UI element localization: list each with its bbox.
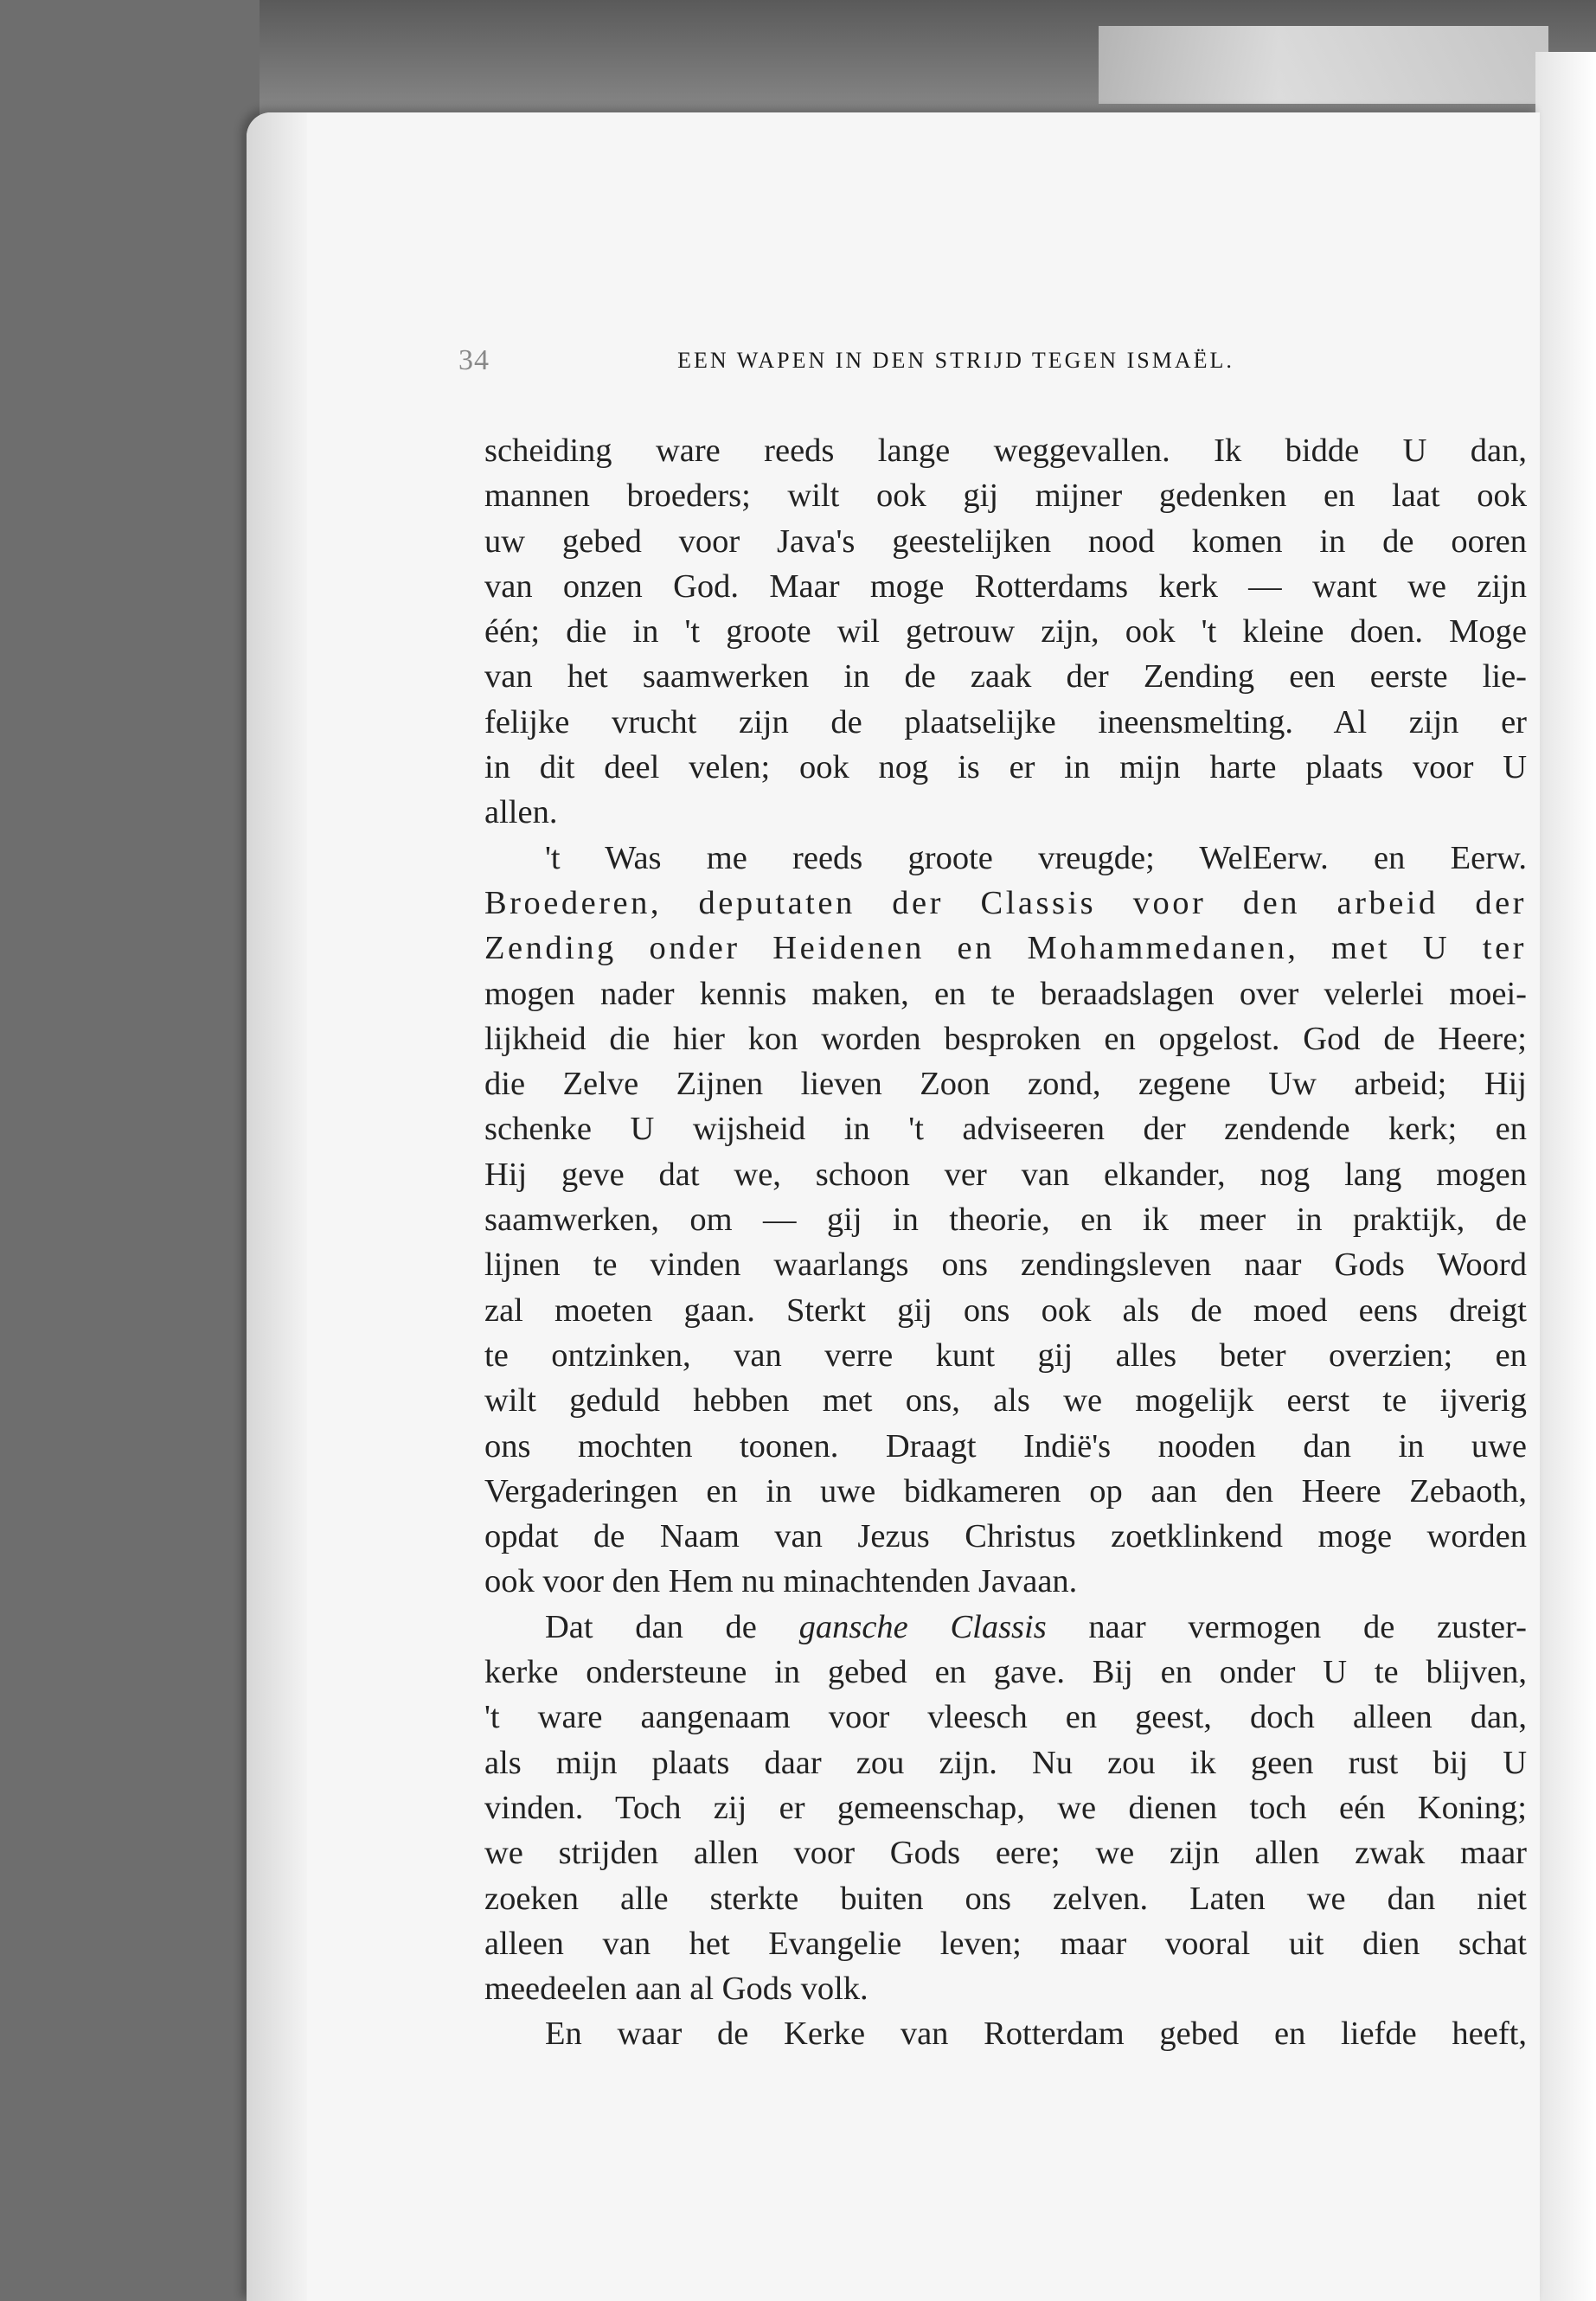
text-line: ook voor den Hem nu minachtenden Javaan. <box>484 1563 1078 1600</box>
text-line: lijnen te vinden waarlangs ons zendingsleven naar Gods Woord <box>484 1247 1527 1284</box>
text-line: felijke vrucht zijn de plaatselijke ineensmelting. Al zijn er <box>484 703 1527 740</box>
page-title: EEN WAPEN IN DEN STRIJD TEGEN ISMAËL. <box>677 348 1234 373</box>
text-line: als mijn plaats daar zou zijn. Nu zou ik geen rust bij U <box>484 1744 1527 1781</box>
text-line: die Zelve Zijnen lieven Zoon zond, zegene Uw arbeid; Hij <box>484 1066 1527 1103</box>
text-line: uw gebed voor Java's geestelijken nood komen in de ooren <box>484 522 1527 560</box>
body-text <box>484 428 1527 2057</box>
text-line: zoeken alle sterkte buiten ons zelven. Laten we dan niet <box>484 1880 1527 1917</box>
text-line: van onzen God. Maar moge Rotterdams kerk — want we zijn <box>484 567 1527 605</box>
page-gutter-shadow <box>247 112 307 2301</box>
text-line: Broederen, deputaten der Classis voor den arbeid der <box>484 884 1527 921</box>
text-line: Hij geve dat we, schoon ver van elkander, nog lang mogen <box>484 1156 1527 1193</box>
text-line: zal moeten gaan. Sterkt gij ons ook als de moed eens dreigt <box>484 1292 1527 1329</box>
running-header <box>458 344 1596 396</box>
text-line: opdat de Naam van Jezus Christus zoetklinkend moge worden <box>484 1518 1527 1555</box>
text-line: meedeelen aan al Gods volk. <box>484 1971 869 2008</box>
text-fragment: Dat dan de <box>545 1608 799 1645</box>
text-fragment: naar vermogen de zuster- <box>1046 1608 1527 1645</box>
text-line: één; die in 't groote wil getrouw zijn, ook 't kleine doen. Moge <box>484 613 1527 651</box>
text-line: allen. <box>484 794 558 831</box>
text-line: ons mochten toonen. Draagt Indië's nooden dan in uwe <box>484 1427 1527 1465</box>
text-line: in dit deel velen; ook nog is er in mijn harte plaats voor U <box>484 749 1527 786</box>
text-line: wilt geduld hebben met ons, als we mogelijk eerst te ijverig <box>484 1382 1527 1420</box>
italic-text: gansche Classis <box>798 1608 1047 1645</box>
scan-glare <box>1099 26 1548 104</box>
text-line: te ontzinken, van verre kunt gij alles beter overzien; en <box>484 1336 1527 1374</box>
text-line: schenke U wijsheid in 't adviseeren der zendende kerk; en <box>484 1111 1527 1148</box>
scan-background-left <box>0 0 260 2301</box>
text-line: Vergaderingen en in uwe bidkameren op aan den Heere Zebaoth, <box>484 1472 1527 1509</box>
text-line: 't ware aangenaam voor vleesch en geest, doch alleen dan, <box>484 1699 1527 1736</box>
page-number: 34 <box>458 344 490 376</box>
text-line: scheiding ware reeds lange weggevallen. Ik bidde U dan, <box>484 433 1527 469</box>
text-line: mannen broeders; wilt ook gij mijner gedenken en laat ook <box>484 478 1527 515</box>
text-line: kerke ondersteune in gebed en gave. Bij en onder U te blijven, <box>484 1654 1527 1691</box>
text-line: van het saamwerken in de zaak der Zending een eerste lie- <box>484 658 1527 695</box>
text-line: lijkheid die hier kon worden besproken en opgelost. God de Heere; <box>484 1020 1527 1057</box>
text-line: Zending onder Heidenen en Mohammedanen, met U ter <box>484 930 1527 967</box>
text-line: mogen nader kennis maken, en te beraadslagen over velerlei moei- <box>484 975 1527 1012</box>
paragraph-start: 't Was me reeds groote vreugde; WelEerw. en Eerw. <box>545 839 1527 876</box>
paragraph-start: En waar de Kerke van Rotterdam gebed en liefde heeft, <box>545 2016 1527 2053</box>
paragraph-start <box>484 1605 1527 1650</box>
text-line: vinden. Toch zij er gemeenschap, we dienen toch eén Koning; <box>484 1789 1527 1826</box>
text-line: alleen van het Evangelie leven; maar vooral uit dien schat <box>484 1925 1527 1962</box>
text-line: we strijden allen voor Gods eere; we zijn allen zwak maar <box>484 1835 1527 1872</box>
text-line: saamwerken, om — gij in theorie, en ik meer in praktijk, de <box>484 1202 1527 1239</box>
